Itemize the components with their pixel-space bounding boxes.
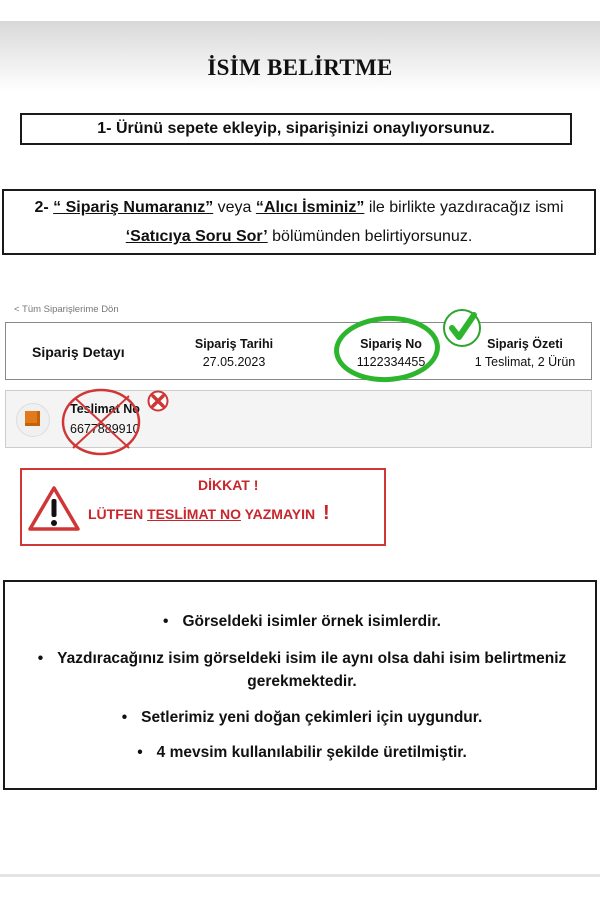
step-2-middle: ile birlikte yazdıracağız ismi: [368, 199, 564, 216]
warning-title: DİKKAT !: [198, 477, 259, 493]
step-2-prefix: 2-: [34, 199, 49, 216]
warning-bang: !: [323, 502, 330, 524]
note-item: • 4 mevsim kullanılabilir şekilde üretilmiştir.: [137, 744, 467, 761]
step-1-box: [20, 113, 572, 145]
order-summary-column: [468, 335, 582, 371]
warning-msg-underlined: TESLİMAT NO: [147, 506, 241, 522]
notes-box: [3, 580, 597, 790]
recipient-name-term: “Alıcı İsminiz”: [255, 199, 365, 216]
green-check-icon: [443, 309, 481, 347]
step-1-text: 1- Ürünü sepete ekleyip, siparişinizi onaylıyorsunuz.: [97, 120, 495, 137]
bottom-divider: [0, 874, 600, 877]
order-detail-title: Sipariş Detayı: [32, 344, 125, 360]
ask-seller-term: ‘Satıcıya Soru Sor’: [125, 228, 268, 245]
warning-triangle-icon: [27, 484, 81, 532]
red-x-icon: [147, 390, 169, 412]
warning-msg-post: YAZMAYIN: [244, 506, 316, 522]
warning-message: [88, 502, 330, 525]
warning-msg-pre: LÜTFEN: [88, 506, 144, 522]
delivery-no-value: 6677889910: [70, 422, 140, 436]
step-2-or: veya: [217, 199, 252, 216]
order-number-term: “ Sipariş Numaranız”: [53, 199, 214, 216]
back-to-orders-link[interactable]: < Tüm Siparişlerime Dön: [14, 304, 119, 315]
step-2-suffix: bölümünden belirtiyorsunuz.: [272, 228, 473, 245]
order-detail-card: [5, 322, 592, 380]
order-date-column: [184, 335, 284, 371]
note-item: • Setlerimiz yeni doğan çekimleri için uygundur.: [121, 709, 483, 726]
crossed-out-circle-icon: [59, 386, 143, 458]
order-no-label: Sipariş No: [360, 337, 422, 351]
note-item-continued: gerekmektedir.: [247, 673, 357, 690]
page-title: İSİM BELİRTME: [207, 55, 393, 80]
note-item: • Görseldeki isimler örnek isimlerdir.: [163, 613, 441, 630]
package-icon: [25, 411, 40, 426]
order-summary-label: Sipariş Özeti: [487, 337, 563, 351]
order-date-label: Sipariş Tarihi: [194, 337, 274, 351]
delivery-no-label: Teslimat No: [70, 402, 140, 416]
note-item: • Yazdıracağınız isim görseldeki isim ile aynı olsa dahi isim belirtmeniz: [37, 650, 567, 667]
order-date-value: 27.05.2023: [202, 355, 266, 369]
order-summary-value: 1 Teslimat, 2 Ürün: [474, 355, 576, 369]
step-2-box: [2, 189, 596, 255]
order-no-value: 1122334455: [356, 355, 426, 369]
